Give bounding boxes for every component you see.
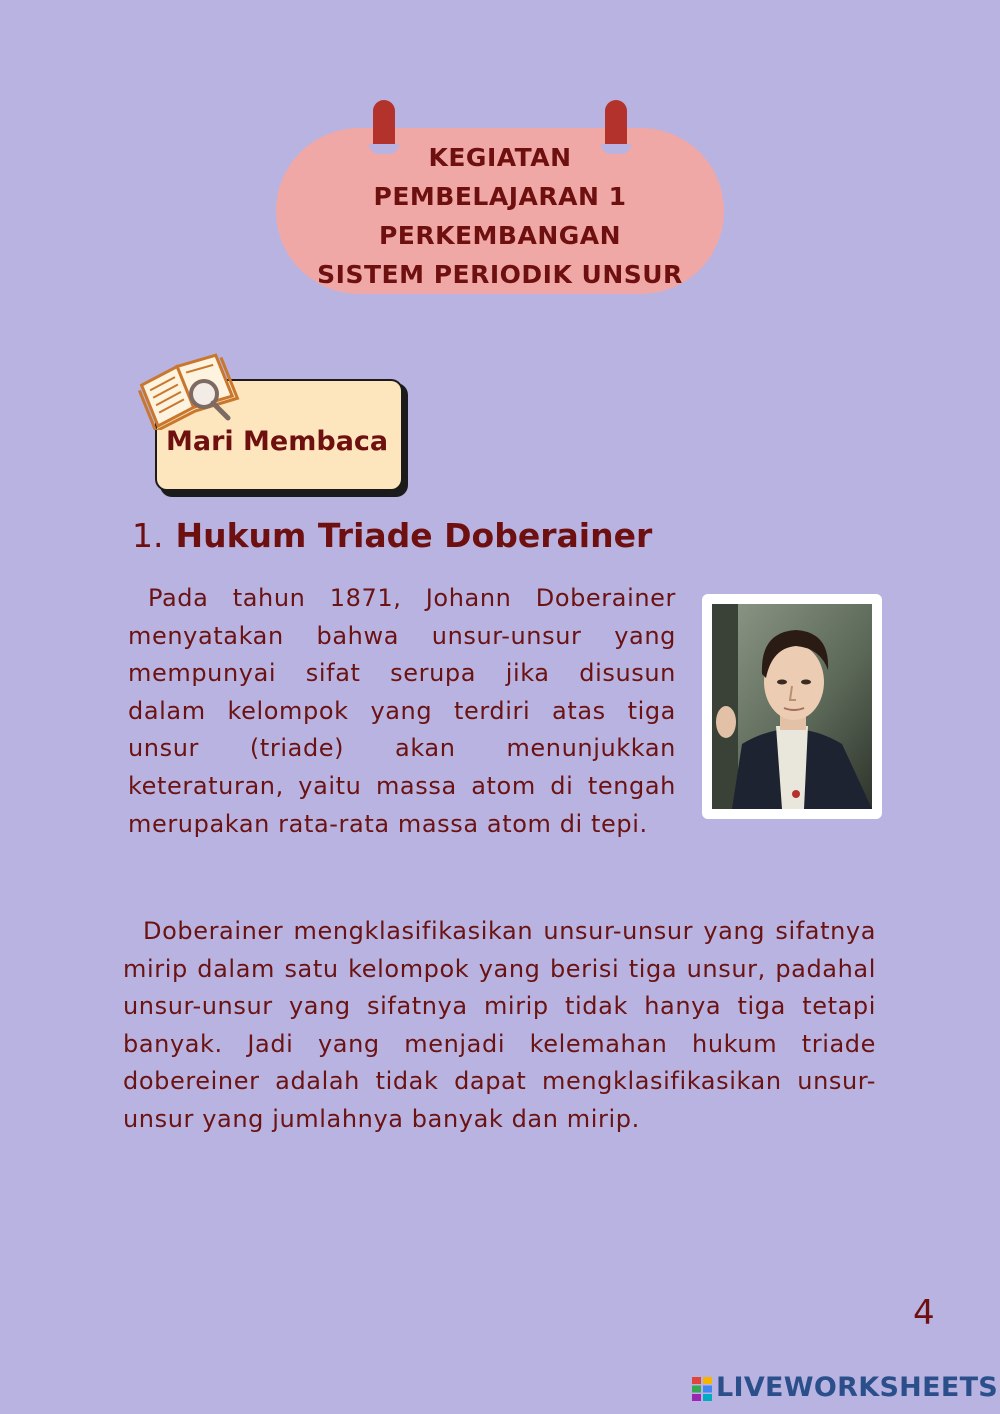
heading-number: 1. bbox=[132, 516, 164, 555]
paragraph-1: Pada tahun 1871, Johann Doberainer menyatakan bahwa unsur-unsur yang mempunyai sifat serupa jika disusun dalam kelompok yang terdiri atas tiga unsur (triade) akan menunjukkan keteraturan, yaitu massa atom di tengah merupakan rata-rata massa atom di tepi. bbox=[128, 584, 676, 838]
heading-title: Hukum Triade Doberainer bbox=[175, 516, 653, 555]
banner-line: SISTEM PERIODIK UNSUR bbox=[317, 260, 683, 289]
liveworksheets-watermark[interactable] bbox=[692, 1372, 998, 1403]
banner-line: PEMBELAJARAN 1 bbox=[373, 182, 627, 211]
liveworksheets-logo-icon bbox=[692, 1377, 712, 1401]
section-heading bbox=[132, 516, 652, 555]
banner-line: KEGIATAN bbox=[428, 143, 572, 172]
paragraph-2: Doberainer mengklasifikasikan unsur-unsur yang sifatnya mirip dalam satu kelompok yang berisi tiga unsur, padahal unsur-unsur yang sifatnya mirip tidak hanya tiga tetapi banyak. Jadi yang menjadi kelemahan hukum triade dobereiner adalah tidak dapat mengklasifikasikan unsur-unsur yang jumlahnya banyak dan mirip. bbox=[123, 917, 876, 1133]
portrait-image bbox=[712, 604, 872, 809]
watermark-text: LIVEWORKSHEETS bbox=[716, 1372, 999, 1403]
banner-title bbox=[286, 138, 714, 294]
page-number: 4 bbox=[913, 1293, 935, 1333]
book-magnifier-icon bbox=[132, 346, 244, 430]
section-label: Mari Membaca bbox=[166, 426, 389, 457]
banner-line: PERKEMBANGAN bbox=[378, 221, 622, 250]
